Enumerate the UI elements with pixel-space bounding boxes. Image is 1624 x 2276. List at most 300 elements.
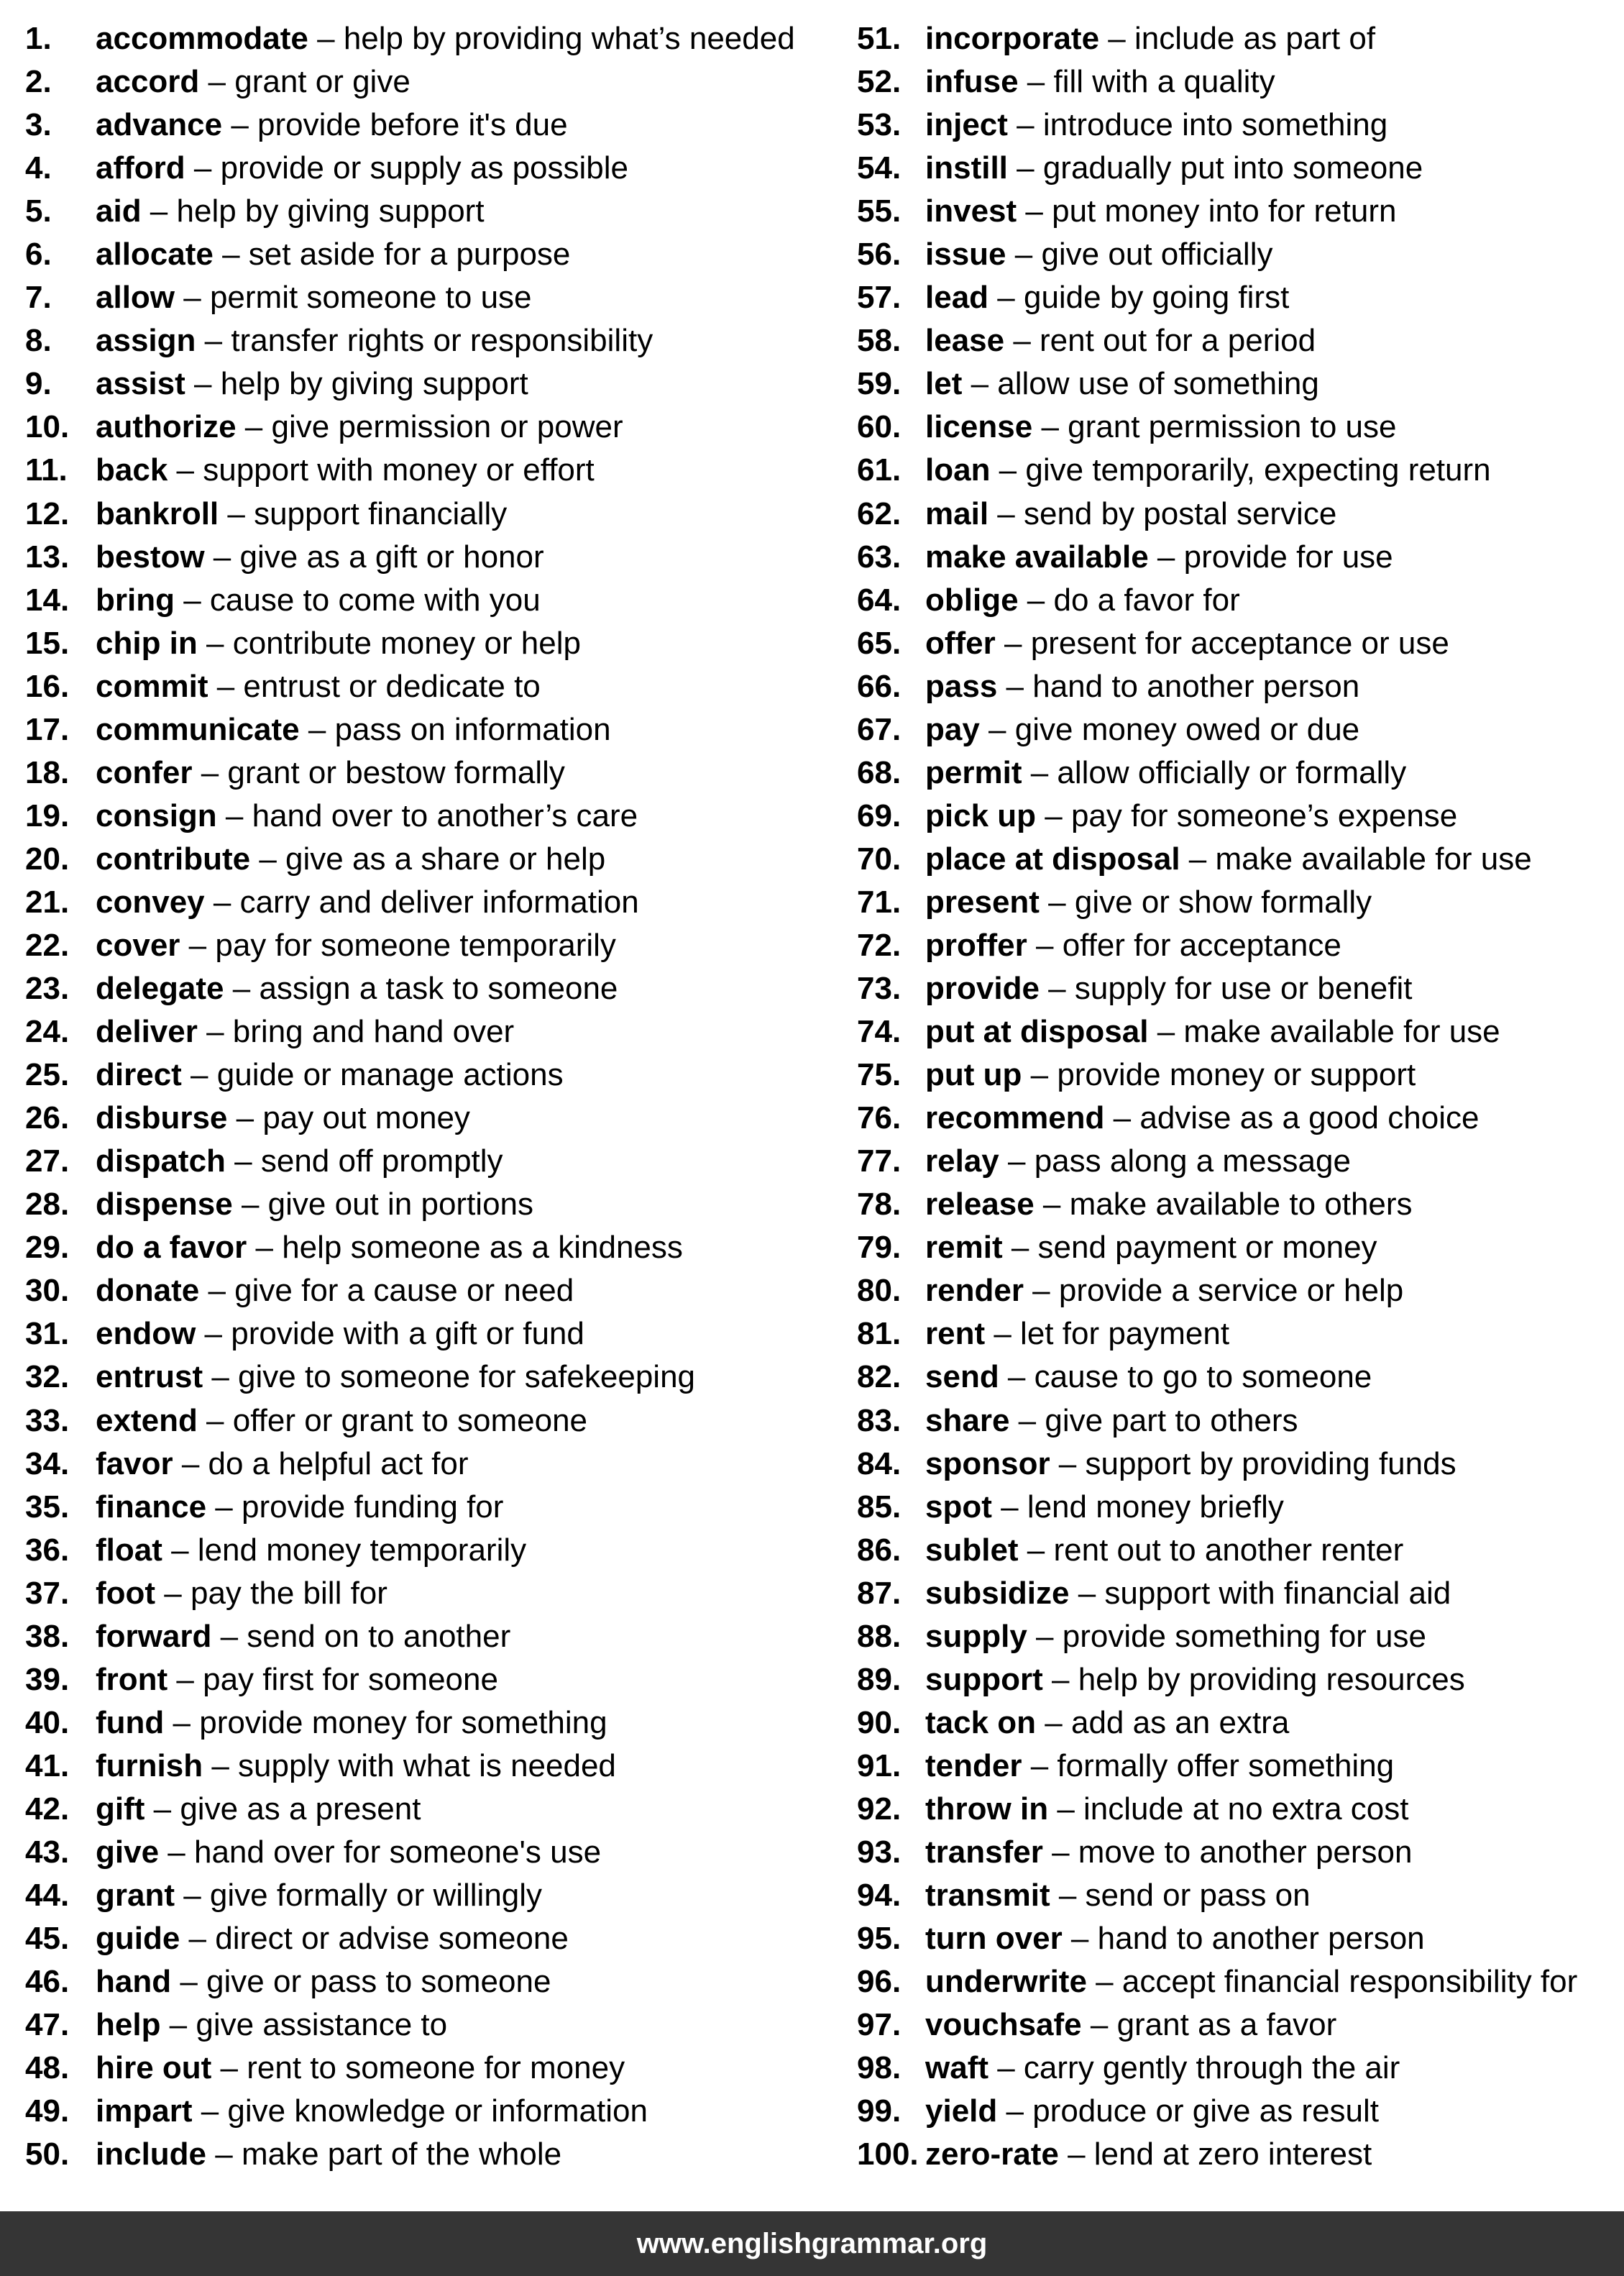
item-number: 66. bbox=[857, 668, 902, 704]
item-number: 59. bbox=[857, 366, 902, 402]
item-separator: – bbox=[1099, 21, 1134, 56]
item-separator: – bbox=[1034, 1187, 1070, 1222]
item-term: foot bbox=[96, 1575, 156, 1611]
item-term: recommend bbox=[925, 1100, 1105, 1136]
item-number: 71. bbox=[857, 884, 902, 920]
item-separator: – bbox=[1023, 1273, 1059, 1309]
list-item bbox=[25, 708, 830, 751]
item-definition: formally offer something bbox=[1057, 1747, 1395, 1783]
item-number: 90. bbox=[857, 1704, 902, 1740]
item-number: 45. bbox=[25, 1921, 70, 1957]
item-definition: do a helpful act for bbox=[208, 1445, 469, 1481]
item-separator: – bbox=[1022, 754, 1058, 790]
item-definition: pay the bill for bbox=[190, 1575, 387, 1611]
item-definition: allow use of something bbox=[997, 366, 1319, 402]
item-separator: – bbox=[197, 1402, 233, 1438]
item-term: issue bbox=[925, 237, 1006, 273]
item-number: 56. bbox=[857, 237, 902, 273]
item-separator: – bbox=[222, 107, 258, 143]
item-term: release bbox=[925, 1187, 1035, 1222]
list-item bbox=[857, 1010, 1624, 1054]
item-term: extend bbox=[96, 1402, 198, 1438]
item-term: sponsor bbox=[925, 1445, 1050, 1481]
item-separator: – bbox=[1018, 1532, 1054, 1568]
item-term: put up bbox=[925, 1057, 1022, 1093]
item-separator: – bbox=[227, 1100, 263, 1136]
item-term: bankroll bbox=[96, 495, 219, 531]
item-definition: help by providing resources bbox=[1078, 1661, 1465, 1697]
item-number: 25. bbox=[25, 1057, 70, 1093]
item-separator: – bbox=[1022, 1057, 1058, 1093]
item-separator: – bbox=[164, 1704, 200, 1740]
item-definition: rent out to another renter bbox=[1053, 1532, 1404, 1568]
item-separator: – bbox=[185, 150, 221, 186]
item-separator: – bbox=[216, 797, 252, 833]
item-number: 52. bbox=[857, 64, 902, 100]
list-item bbox=[857, 2003, 1624, 2047]
item-separator: – bbox=[990, 452, 1026, 488]
item-term: throw in bbox=[925, 1791, 1049, 1827]
item-separator: – bbox=[1032, 409, 1068, 445]
list-item bbox=[857, 1356, 1624, 1399]
item-definition: lend money briefly bbox=[1027, 1489, 1284, 1525]
list-item bbox=[25, 233, 830, 276]
list-item bbox=[25, 665, 830, 708]
item-separator: – bbox=[997, 2093, 1033, 2129]
item-term: impart bbox=[96, 2093, 193, 2129]
item-term: dispense bbox=[96, 1187, 233, 1222]
item-term: delegate bbox=[96, 971, 224, 1007]
list-item bbox=[857, 1312, 1624, 1356]
item-separator: – bbox=[203, 1747, 239, 1783]
item-definition: help someone as a kindness bbox=[282, 1230, 683, 1266]
item-definition: cause to come with you bbox=[209, 582, 541, 618]
item-number: 43. bbox=[25, 1834, 70, 1870]
item-separator: – bbox=[1086, 1964, 1122, 2000]
item-definition: give assistance to bbox=[196, 2007, 448, 2043]
item-definition: grant permission to use bbox=[1068, 409, 1397, 445]
list-item bbox=[25, 579, 830, 622]
item-term: confer bbox=[96, 754, 193, 790]
item-term: turn over bbox=[925, 1921, 1063, 1957]
list-item bbox=[857, 1788, 1624, 1831]
item-number: 58. bbox=[857, 323, 902, 359]
item-definition: advise as a good choice bbox=[1139, 1100, 1480, 1136]
list-item bbox=[857, 1960, 1624, 2003]
list-item bbox=[25, 1140, 830, 1183]
item-definition: make available for use bbox=[1215, 841, 1532, 877]
list-item bbox=[25, 967, 830, 1010]
item-number: 9. bbox=[25, 366, 52, 402]
list-item bbox=[25, 1615, 830, 1658]
list-item bbox=[857, 924, 1624, 967]
item-definition: send or pass on bbox=[1085, 1878, 1311, 1914]
item-separator: – bbox=[1036, 1704, 1071, 1740]
item-term: afford bbox=[96, 150, 185, 186]
item-separator: – bbox=[196, 1316, 231, 1352]
list-item bbox=[857, 1615, 1624, 1658]
item-number: 38. bbox=[25, 1618, 70, 1654]
item-term: allow bbox=[96, 280, 175, 316]
item-definition: present for acceptance or use bbox=[1030, 625, 1449, 661]
list-item bbox=[25, 1831, 830, 1874]
list-item bbox=[857, 319, 1624, 362]
item-definition: pass on information bbox=[334, 711, 611, 747]
footer-website-link[interactable]: www.englishgrammar.org bbox=[636, 2227, 988, 2259]
item-separator: – bbox=[1081, 2007, 1117, 2043]
item-definition: hand over for someone's use bbox=[193, 1834, 602, 1870]
item-term: vouchsafe bbox=[925, 2007, 1082, 2043]
item-definition: hand to another person bbox=[1097, 1921, 1425, 1957]
column-right bbox=[857, 17, 1624, 2176]
item-term: transmit bbox=[925, 1878, 1050, 1914]
item-separator: – bbox=[997, 668, 1033, 704]
item-term: fund bbox=[96, 1704, 165, 1740]
item-number: 33. bbox=[25, 1402, 70, 1438]
item-separator: – bbox=[225, 1143, 261, 1179]
item-term: cover bbox=[96, 927, 180, 963]
item-number: 2. bbox=[25, 64, 52, 100]
list-item bbox=[857, 60, 1624, 104]
item-separator: – bbox=[1048, 1791, 1084, 1827]
list-item bbox=[25, 1572, 830, 1615]
item-number: 73. bbox=[857, 971, 902, 1007]
item-number: 62. bbox=[857, 495, 902, 531]
item-separator: – bbox=[1006, 237, 1042, 273]
item-term: do a favor bbox=[96, 1230, 247, 1266]
item-definition: send off promptly bbox=[260, 1143, 503, 1179]
item-term: zero-rate bbox=[925, 2136, 1059, 2172]
list-item bbox=[25, 1356, 830, 1399]
item-definition: hand to another person bbox=[1032, 668, 1360, 704]
item-number: 26. bbox=[25, 1100, 70, 1136]
list-item bbox=[25, 1399, 830, 1443]
item-number: 72. bbox=[857, 927, 902, 963]
item-term: front bbox=[96, 1661, 168, 1697]
item-definition: lend money temporarily bbox=[197, 1532, 527, 1568]
item-number: 17. bbox=[25, 711, 70, 747]
item-number: 63. bbox=[857, 539, 902, 575]
item-number: 77. bbox=[857, 1143, 902, 1179]
item-term: authorize bbox=[96, 409, 237, 445]
item-separator: – bbox=[204, 884, 240, 920]
list-item bbox=[25, 147, 830, 190]
item-definition: hand over to another’s care bbox=[252, 797, 638, 833]
item-definition: include at no extra cost bbox=[1083, 1791, 1409, 1827]
item-term: assist bbox=[96, 366, 185, 402]
item-number: 82. bbox=[857, 1359, 902, 1395]
item-term: include bbox=[96, 2136, 207, 2172]
item-definition: allow officially or formally bbox=[1057, 754, 1407, 790]
item-number: 48. bbox=[25, 2050, 70, 2086]
item-definition: move to another person bbox=[1078, 1834, 1413, 1870]
item-definition: add as an extra bbox=[1070, 1704, 1290, 1740]
list-item bbox=[857, 1226, 1624, 1269]
item-separator: – bbox=[1027, 927, 1063, 963]
item-separator: – bbox=[979, 711, 1015, 747]
item-number: 15. bbox=[25, 625, 70, 661]
list-item bbox=[25, 1097, 830, 1140]
list-item bbox=[857, 17, 1624, 60]
item-term: subsidize bbox=[925, 1575, 1070, 1611]
item-separator: – bbox=[1007, 107, 1043, 143]
list-item bbox=[25, 319, 830, 362]
item-term: bring bbox=[96, 582, 175, 618]
list-item bbox=[857, 1097, 1624, 1140]
item-definition: give as a share or help bbox=[285, 841, 606, 877]
list-item bbox=[25, 104, 830, 147]
item-definition: assign a task to someone bbox=[259, 971, 618, 1007]
item-term: loan bbox=[925, 452, 991, 488]
item-separator: – bbox=[247, 1230, 283, 1266]
item-definition: give permission or power bbox=[271, 409, 623, 445]
item-separator: – bbox=[985, 1316, 1021, 1352]
item-separator: – bbox=[162, 1532, 198, 1568]
item-number: 68. bbox=[857, 754, 902, 790]
item-number: 27. bbox=[25, 1143, 70, 1179]
item-separator: – bbox=[204, 539, 240, 575]
list-item bbox=[25, 881, 830, 924]
item-definition: pay for someone’s expense bbox=[1070, 797, 1458, 833]
item-separator: – bbox=[988, 280, 1024, 316]
item-separator: – bbox=[1050, 1445, 1086, 1481]
item-separator: – bbox=[219, 495, 254, 531]
item-term: dispatch bbox=[96, 1143, 226, 1179]
item-number: 47. bbox=[25, 2007, 70, 2043]
item-separator: – bbox=[224, 971, 260, 1007]
item-number: 94. bbox=[857, 1878, 902, 1914]
item-number: 12. bbox=[25, 495, 70, 531]
item-term: convey bbox=[96, 884, 205, 920]
item-separator: – bbox=[192, 754, 228, 790]
list-item bbox=[857, 190, 1624, 233]
list-item bbox=[857, 2047, 1624, 2090]
item-separator: – bbox=[962, 366, 998, 402]
item-separator: – bbox=[197, 625, 233, 661]
item-term: float bbox=[96, 1532, 162, 1568]
item-term: accord bbox=[96, 64, 200, 100]
item-term: supply bbox=[925, 1618, 1027, 1654]
list-item bbox=[857, 622, 1624, 665]
list-item bbox=[857, 2133, 1624, 2176]
item-definition: let for payment bbox=[1020, 1316, 1230, 1352]
list-item bbox=[857, 1443, 1624, 1486]
item-term: let bbox=[925, 366, 963, 402]
item-term: rent bbox=[925, 1316, 986, 1352]
item-separator: – bbox=[1180, 841, 1216, 877]
item-definition: make available to others bbox=[1069, 1187, 1413, 1222]
item-term: lead bbox=[925, 280, 989, 316]
item-term: present bbox=[925, 884, 1040, 920]
list-item bbox=[25, 276, 830, 319]
item-term: place at disposal bbox=[925, 841, 1180, 877]
item-definition: offer or grant to someone bbox=[232, 1402, 588, 1438]
list-item bbox=[857, 795, 1624, 838]
item-definition: give as a present bbox=[180, 1791, 421, 1827]
column-left bbox=[25, 17, 830, 2176]
list-item bbox=[25, 1917, 830, 1960]
item-definition: transfer rights or responsibility bbox=[231, 323, 653, 359]
item-separator: – bbox=[196, 323, 231, 359]
item-separator: – bbox=[1039, 884, 1075, 920]
item-separator: – bbox=[206, 2136, 242, 2172]
item-number: 65. bbox=[857, 625, 902, 661]
item-number: 50. bbox=[25, 2136, 70, 2172]
item-number: 84. bbox=[857, 1445, 902, 1481]
item-definition: guide or manage actions bbox=[216, 1057, 564, 1093]
item-number: 23. bbox=[25, 971, 70, 1007]
item-separator: – bbox=[308, 21, 344, 56]
item-separator: – bbox=[160, 2007, 196, 2043]
item-term: pay bbox=[925, 711, 980, 747]
item-separator: – bbox=[180, 1921, 216, 1957]
item-definition: give or show formally bbox=[1074, 884, 1372, 920]
item-definition: contribute money or help bbox=[232, 625, 581, 661]
list-item bbox=[857, 1054, 1624, 1097]
item-term: tender bbox=[925, 1747, 1022, 1783]
item-definition: support by providing funds bbox=[1085, 1445, 1456, 1481]
item-number: 80. bbox=[857, 1273, 902, 1309]
item-separator: – bbox=[1069, 1575, 1105, 1611]
item-separator: – bbox=[1058, 2136, 1094, 2172]
item-number: 21. bbox=[25, 884, 70, 920]
item-term: gift bbox=[96, 1791, 145, 1827]
list-item bbox=[25, 924, 830, 967]
item-definition: help by giving support bbox=[176, 193, 485, 229]
item-number: 11. bbox=[25, 452, 68, 488]
footer-bar bbox=[0, 2211, 1624, 2276]
item-number: 86. bbox=[857, 1532, 902, 1568]
item-number: 5. bbox=[25, 193, 52, 229]
item-number: 28. bbox=[25, 1187, 70, 1222]
item-number: 13. bbox=[25, 539, 70, 575]
item-term: commit bbox=[96, 668, 208, 704]
list-item bbox=[857, 1831, 1624, 1874]
item-term: grant bbox=[96, 1878, 175, 1914]
item-number: 99. bbox=[857, 2093, 902, 2129]
item-definition: supply for use or benefit bbox=[1074, 971, 1413, 1007]
item-separator: – bbox=[988, 2050, 1024, 2086]
item-definition: provide funding for bbox=[241, 1489, 504, 1525]
item-separator: – bbox=[203, 1359, 239, 1395]
item-number: 91. bbox=[857, 1747, 902, 1783]
item-definition: support with money or effort bbox=[203, 452, 595, 488]
list-item bbox=[25, 2003, 830, 2047]
item-definition: provide for use bbox=[1183, 539, 1393, 575]
item-term: proffer bbox=[925, 927, 1027, 963]
item-separator: – bbox=[988, 495, 1024, 531]
list-item bbox=[25, 1054, 830, 1097]
item-term: tack on bbox=[925, 1704, 1037, 1740]
item-number: 49. bbox=[25, 2093, 70, 2129]
item-separator: – bbox=[180, 927, 216, 963]
item-definition: fill with a quality bbox=[1053, 64, 1275, 100]
item-term: provide bbox=[925, 971, 1040, 1007]
item-separator: – bbox=[199, 64, 235, 100]
item-separator: – bbox=[211, 2050, 247, 2086]
item-term: yield bbox=[925, 2093, 998, 2129]
item-separator: – bbox=[168, 1661, 203, 1697]
list-item bbox=[857, 493, 1624, 536]
item-number: 32. bbox=[25, 1359, 70, 1395]
item-definition: provide a service or help bbox=[1058, 1273, 1404, 1309]
item-definition: support financially bbox=[254, 495, 508, 531]
item-number: 95. bbox=[857, 1921, 902, 1957]
item-number: 14. bbox=[25, 582, 70, 618]
item-term: spot bbox=[925, 1489, 992, 1525]
item-number: 93. bbox=[857, 1834, 902, 1870]
list-item bbox=[25, 406, 830, 449]
item-term: oblige bbox=[925, 582, 1019, 618]
item-number: 75. bbox=[857, 1057, 902, 1093]
item-separator: – bbox=[1018, 64, 1054, 100]
item-term: guide bbox=[96, 1921, 180, 1957]
item-definition: bring and hand over bbox=[232, 1014, 515, 1050]
item-number: 46. bbox=[25, 1964, 70, 2000]
item-definition: accept financial responsibility for bbox=[1121, 1964, 1578, 2000]
item-separator: – bbox=[1042, 1661, 1078, 1697]
item-number: 85. bbox=[857, 1489, 902, 1525]
item-definition: provide before it's due bbox=[257, 107, 568, 143]
item-definition: give or pass to someone bbox=[206, 1964, 551, 2000]
list-item bbox=[857, 1745, 1624, 1788]
item-term: share bbox=[925, 1402, 1010, 1438]
item-definition: gradually put into someone bbox=[1042, 150, 1423, 186]
item-term: pass bbox=[925, 668, 998, 704]
item-number: 37. bbox=[25, 1575, 70, 1611]
item-term: inject bbox=[925, 107, 1008, 143]
list-item bbox=[25, 1701, 830, 1745]
item-number: 67. bbox=[857, 711, 902, 747]
item-definition: give to someone for safekeeping bbox=[238, 1359, 696, 1395]
item-term: accommodate bbox=[96, 21, 308, 56]
list-item bbox=[25, 1960, 830, 2003]
item-separator: – bbox=[299, 711, 335, 747]
item-number: 31. bbox=[25, 1316, 70, 1352]
item-separator: – bbox=[211, 1618, 247, 1654]
item-number: 41. bbox=[25, 1747, 70, 1783]
item-separator: – bbox=[1004, 323, 1040, 359]
item-definition: include as part of bbox=[1134, 21, 1376, 56]
item-definition: give as a gift or honor bbox=[239, 539, 544, 575]
item-definition: pay out money bbox=[262, 1100, 470, 1136]
item-number: 29. bbox=[25, 1230, 70, 1266]
item-separator: – bbox=[1062, 1921, 1098, 1957]
item-number: 24. bbox=[25, 1014, 70, 1050]
list-item bbox=[857, 1874, 1624, 1917]
list-item bbox=[25, 1443, 830, 1486]
item-separator: – bbox=[1148, 539, 1184, 575]
item-separator: – bbox=[1027, 1618, 1063, 1654]
list-item bbox=[857, 233, 1624, 276]
item-number: 30. bbox=[25, 1273, 70, 1309]
item-term: allocate bbox=[96, 237, 214, 273]
item-number: 4. bbox=[25, 150, 52, 186]
item-definition: support with financial aid bbox=[1104, 1575, 1451, 1611]
item-term: underwrite bbox=[925, 1964, 1087, 2000]
item-number: 70. bbox=[857, 841, 902, 877]
list-item bbox=[25, 2090, 830, 2133]
item-definition: grant or give bbox=[234, 64, 410, 100]
item-separator: – bbox=[999, 1143, 1035, 1179]
item-number: 18. bbox=[25, 754, 70, 790]
list-item bbox=[25, 1312, 830, 1356]
item-definition: provide with a gift or fund bbox=[231, 1316, 584, 1352]
item-number: 74. bbox=[857, 1014, 902, 1050]
item-number: 98. bbox=[857, 2050, 902, 2086]
list-item bbox=[857, 406, 1624, 449]
item-definition: provide or supply as possible bbox=[220, 150, 629, 186]
